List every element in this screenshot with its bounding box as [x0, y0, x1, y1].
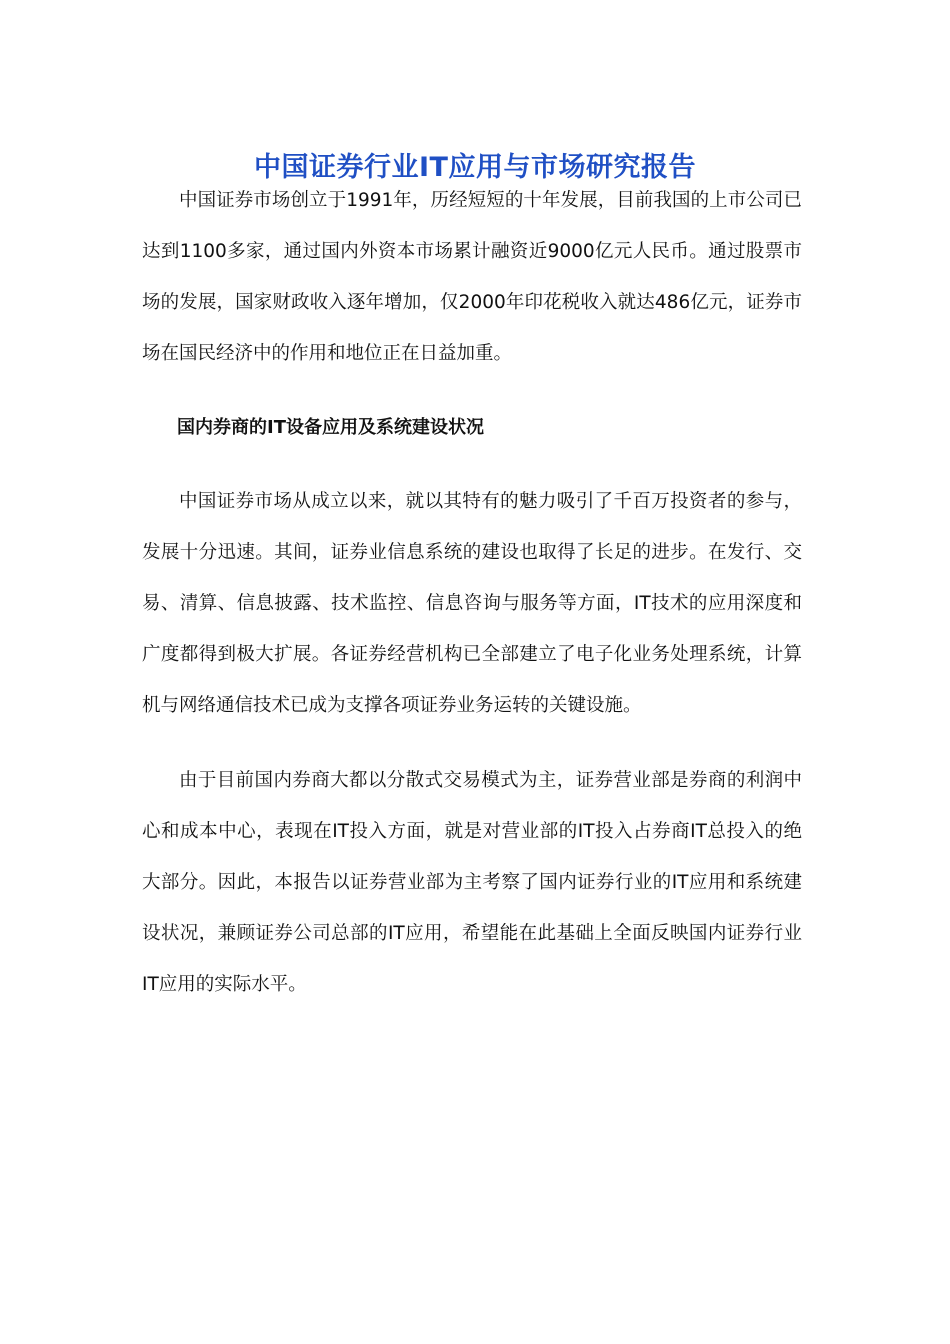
body-paragraph-report-scope: 由于目前国内券商大都以分散式交易模式为主，证券营业部是券商的利润中心和成本中心，表现在IT投入方面，就是对营业部的IT投入占券商IT总投入的绝大部分。因此，本报告以证券营业部为主考察了国内证券行业的IT应用和系统建设状况，兼顾证券公司总部的IT应用，希望能在此基础上全面反映国内证券行业IT应用的实际水平。	[142, 770, 802, 995]
intro-paragraph: 中国证券市场创立于1991年，历经短短的十年发展，目前我国的上市公司已达到1100多家，通过国内外资本市场累计融资近9000亿元人民币。通过股票市场的发展，国家财政收入逐年增加，仅2000年印花税收入就达486亿元，证券市场在国民经济中的作用和地位正在日益加重。	[142, 190, 802, 364]
body-paragraph-it-development: 中国证券市场从成立以来，就以其特有的魅力吸引了千百万投资者的参与，发展十分迅速。其间，证券业信息系统的建设也取得了长足的进步。在发行、交易、清算、信息披露、技术监控、信息咨询与服务等方面，IT技术的应用深度和广度都得到极大扩展。各证券经营机构已全部建立了电子化业务处理系统，计算机与网络通信技术已成为支撑各项证券业务运转的关键设施。	[142, 491, 802, 716]
document-title: 中国证券行业IT应用与市场研究报告	[254, 152, 696, 184]
section-heading: 国内券商的IT设备应用及系统建设状况	[177, 417, 484, 438]
